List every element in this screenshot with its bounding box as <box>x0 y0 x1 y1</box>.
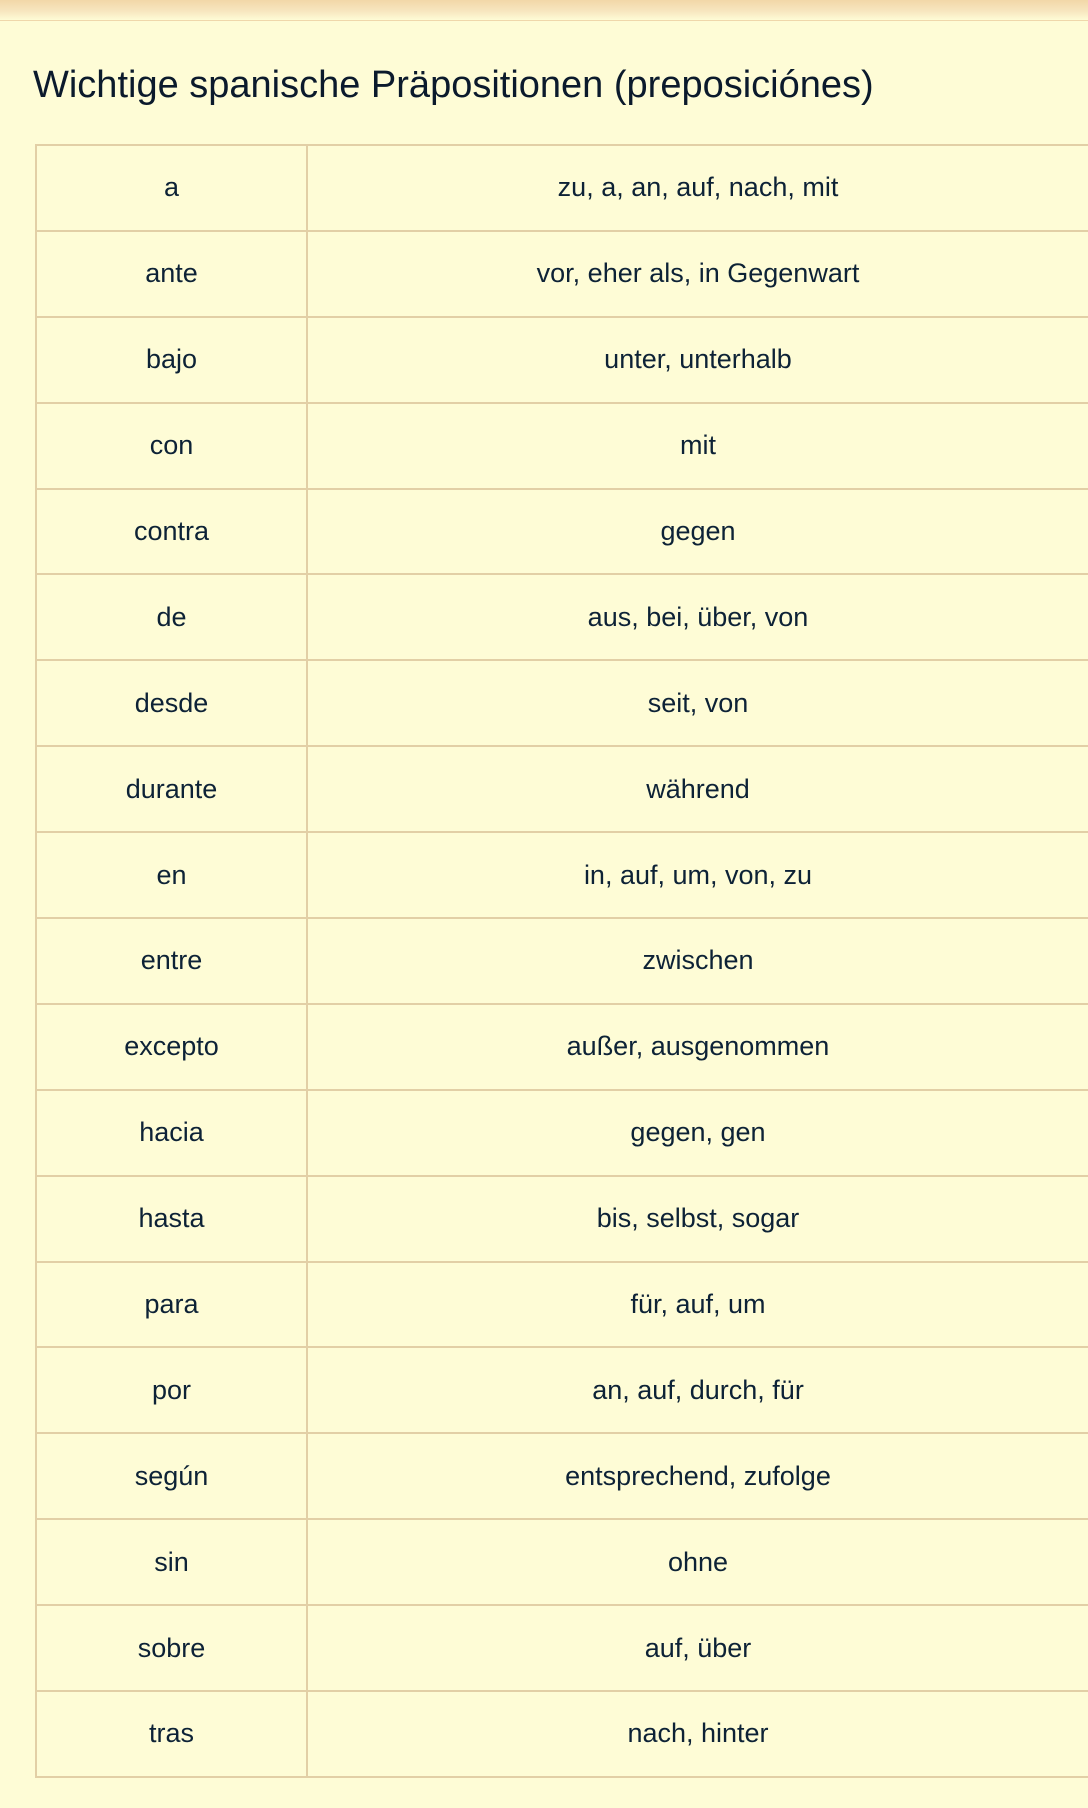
german-translation-cell: ohne <box>307 1519 1088 1605</box>
spanish-preposition-cell: con <box>36 403 307 489</box>
german-translation-cell: mit <box>307 403 1088 489</box>
table-row <box>36 403 1088 489</box>
spanish-preposition-cell: durante <box>36 746 307 832</box>
spanish-preposition-cell: sobre <box>36 1605 307 1691</box>
table-row <box>36 1176 1088 1262</box>
spanish-preposition-cell: excepto <box>36 1004 307 1090</box>
spanish-preposition-cell: hacia <box>36 1090 307 1176</box>
prepositions-table-body <box>36 145 1088 1777</box>
table-row <box>36 1090 1088 1176</box>
german-translation-cell: seit, von <box>307 660 1088 746</box>
spanish-preposition-cell: sin <box>36 1519 307 1605</box>
german-translation-cell: außer, ausgenommen <box>307 1004 1088 1090</box>
german-translation-cell: gegen, gen <box>307 1090 1088 1176</box>
spanish-preposition-cell: ante <box>36 231 307 317</box>
table-row <box>36 145 1088 231</box>
table-row <box>36 1433 1088 1519</box>
german-translation-cell: auf, über <box>307 1605 1088 1691</box>
german-translation-cell: gegen <box>307 489 1088 575</box>
german-translation-cell: vor, eher als, in Gegenwart <box>307 231 1088 317</box>
page-title: Wichtige spanische Präpositionen (preposiciónes) <box>33 64 874 106</box>
german-translation-cell: während <box>307 746 1088 832</box>
german-translation-cell: zwischen <box>307 918 1088 1004</box>
spanish-preposition-cell: por <box>36 1347 307 1433</box>
table-row <box>36 1004 1088 1090</box>
table-row <box>36 660 1088 746</box>
german-translation-cell: aus, bei, über, von <box>307 574 1088 660</box>
spanish-preposition-cell: para <box>36 1262 307 1348</box>
prepositions-table <box>35 144 1088 1778</box>
top-border-bar <box>0 0 1088 21</box>
spanish-preposition-cell: desde <box>36 660 307 746</box>
table-row <box>36 918 1088 1004</box>
table-row <box>36 1519 1088 1605</box>
spanish-preposition-cell: contra <box>36 489 307 575</box>
spanish-preposition-cell: a <box>36 145 307 231</box>
german-translation-cell: für, auf, um <box>307 1262 1088 1348</box>
spanish-preposition-cell: según <box>36 1433 307 1519</box>
german-translation-cell: in, auf, um, von, zu <box>307 832 1088 918</box>
german-translation-cell: bis, selbst, sogar <box>307 1176 1088 1262</box>
spanish-preposition-cell: entre <box>36 918 307 1004</box>
table-row <box>36 489 1088 575</box>
table-row <box>36 574 1088 660</box>
table-row <box>36 1347 1088 1433</box>
table-row <box>36 746 1088 832</box>
spanish-preposition-cell: tras <box>36 1691 307 1777</box>
table-row <box>36 1691 1088 1777</box>
spanish-preposition-cell: en <box>36 832 307 918</box>
german-translation-cell: nach, hinter <box>307 1691 1088 1777</box>
table-row <box>36 231 1088 317</box>
spanish-preposition-cell: de <box>36 574 307 660</box>
german-translation-cell: zu, a, an, auf, nach, mit <box>307 145 1088 231</box>
table-row <box>36 1262 1088 1348</box>
table-row <box>36 317 1088 403</box>
german-translation-cell: entsprechend, zufolge <box>307 1433 1088 1519</box>
spanish-preposition-cell: bajo <box>36 317 307 403</box>
table-row <box>36 1605 1088 1691</box>
german-translation-cell: an, auf, durch, für <box>307 1347 1088 1433</box>
spanish-preposition-cell: hasta <box>36 1176 307 1262</box>
german-translation-cell: unter, unterhalb <box>307 317 1088 403</box>
table-row <box>36 832 1088 918</box>
